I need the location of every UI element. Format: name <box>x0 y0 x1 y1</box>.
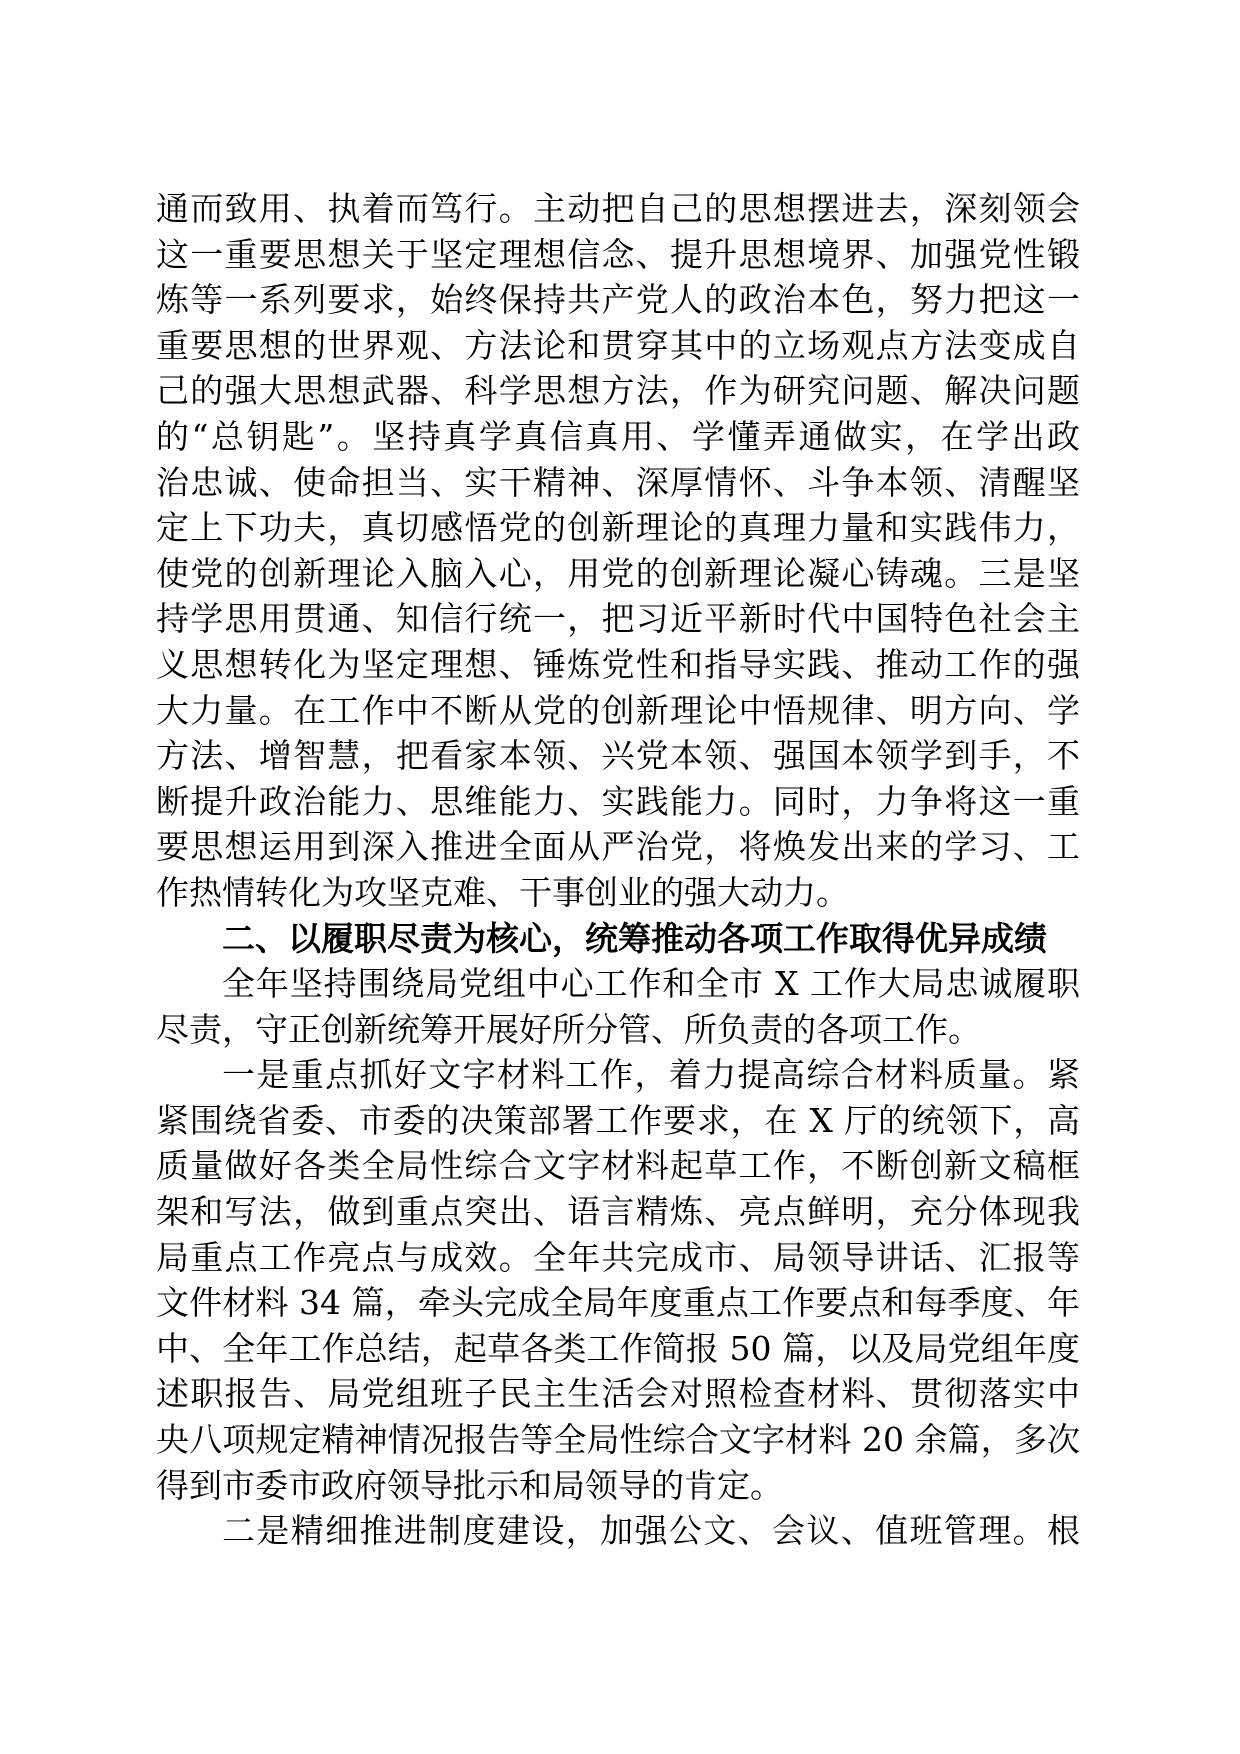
text-line: 己的强大思想武器、科学思想方法，作为研究问题、解决问题 <box>156 371 1080 411</box>
text-line: 质量做好各类全局性综合文字材料起草工作，不断创新文稿框 <box>156 1146 1080 1186</box>
text-line: 述职报告、局党组班子民主生活会对照检查材料、贯彻落实中 <box>156 1374 1080 1414</box>
text-line: 中、全年工作总结，起草各类工作简报 50 篇，以及局党组年度 <box>156 1328 1080 1368</box>
text-line: 这一重要思想关于坚定理想信念、提升思想境界、加强党性锻 <box>156 234 1080 274</box>
text-line: 通而致用、执着而笃行。主动把自己的思想摆进去，深刻领会 <box>156 189 1080 228</box>
text-line: 炼等一系列要求，始终保持共产党人的政治本色，努力把这一 <box>156 280 1080 320</box>
text-line: 使党的创新理论入脑入心，用党的创新理论凝心铸魂。三是坚 <box>156 553 1080 593</box>
section-heading: 二、以履职尽责为核心，统筹推动各项工作取得优异成绩 <box>222 918 1047 958</box>
text-line: 一是重点抓好文字材料工作，着力提高综合材料质量。紧 <box>222 1055 1080 1095</box>
text-line: 方法、增智慧，把看家本领、兴党本领、强国本领学到手，不 <box>156 736 1080 776</box>
paragraph-2 <box>156 961 1080 1052</box>
document-body <box>156 186 1080 1554</box>
text-line: 重要思想的世界观、方法论和贯穿其中的立场观点方法变成自 <box>156 325 1080 365</box>
text-line: 架和写法，做到重点突出、语言精炼、亮点鲜明，充分体现我 <box>156 1192 1080 1232</box>
text-line: 得到市委市政府领导批示和局领导的肯定。 <box>156 1465 783 1505</box>
text-line: 央八项规定精神情况报告等全局性综合文字材料 20 余篇，多次 <box>156 1420 1080 1460</box>
text-line: 义思想转化为坚定理想、锤炼党性和指导实践、推动工作的强 <box>156 644 1080 684</box>
text-line: 尽责，守正创新统筹开展好所分管、所负责的各项工作。 <box>156 1009 981 1049</box>
text-line: 大力量。在工作中不断从党的创新理论中悟规律、明方向、学 <box>156 690 1080 730</box>
text-line: 紧围绕省委、市委的决策部署工作要求，在 X 厅的统领下，高 <box>156 1100 1080 1140</box>
text-line: 全年坚持围绕局党组中心工作和全市 X 工作大局忠诚履职 <box>222 964 1080 1004</box>
text-line: 持学思用贯通、知信行统一，把习近平新时代中国特色社会主 <box>156 599 1080 639</box>
text-line: 定上下功夫，真切感悟党的创新理论的真理力量和实践伟力， <box>156 508 1080 548</box>
text-line: 二是精细推进制度建设，加强公文、会议、值班管理。根 <box>222 1511 1080 1551</box>
text-line: 局重点工作亮点与成效。全年共完成市、局领导讲话、汇报等 <box>156 1237 1080 1277</box>
paragraph-4 <box>156 1508 1080 1554</box>
text-line: 断提升政治能力、思维能力、实践能力。同时，力争将这一重 <box>156 781 1080 821</box>
text-line: 作热情转化为攻坚克难、干事创业的强大动力。 <box>156 872 849 912</box>
text-line: 文件材料 34 篇，牵头完成全局年度重点工作要点和每季度、年 <box>156 1283 1080 1323</box>
paragraph-3 <box>156 1052 1080 1508</box>
text-line: 治忠诚、使命担当、实干精神、深厚情怀、斗争本领、清醒坚 <box>156 462 1080 502</box>
text-line: 的“总钥匙”。坚持真学真信真用、学懂弄通做实，在学出政 <box>156 416 1080 456</box>
text-line: 要思想运用到深入推进全面从严治党，将焕发出来的学习、工 <box>156 827 1080 867</box>
paragraph-1 <box>156 186 1080 916</box>
